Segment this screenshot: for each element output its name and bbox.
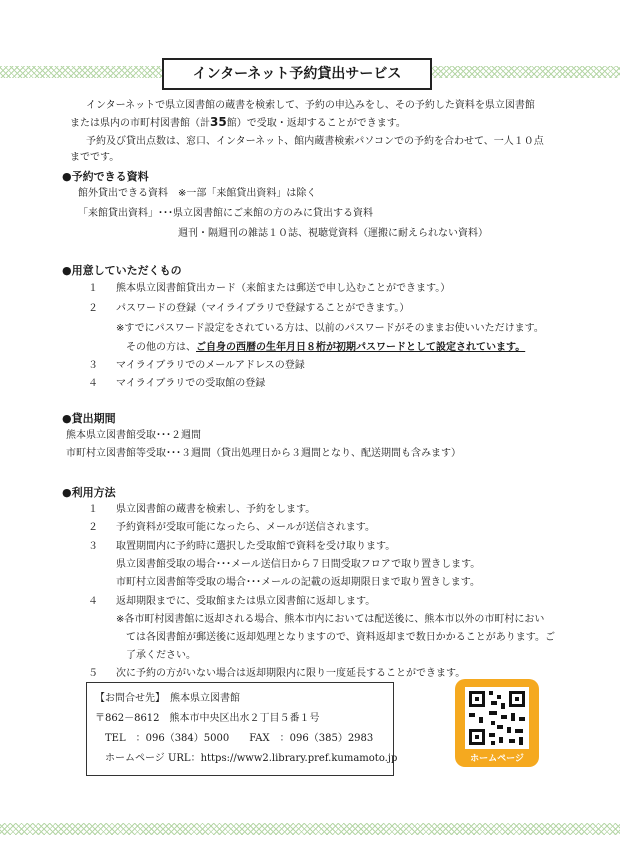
s4-item-4: 返却期限までに、受取館または県立図書館に返却します。 [116,596,376,607]
qr-code-icon [465,687,529,749]
qr-code-badge[interactable] [455,679,539,767]
intro-line-4: までです。 [70,152,120,163]
s4-num-2: ２ [88,522,98,533]
s1-line-1: 館外貸出できる資料 ※一部「来館貸出資料」は除く [78,188,317,199]
s2-item-2-note: ※すでにパスワード設定をされている方は、以前のパスワードがそのままお使いいただけます。 [116,323,544,334]
s4-item-5: 次に予約の方がいない場合は返却期限内に限り一度延長することができます。 [116,668,466,679]
intro-line-3: 予約及び貸出点数は、窓口、インターネット、館内蔵書検索パソコンでの予約を合わせて、一人１０点 [86,136,544,147]
contact-address: 〒862－8612 熊本市中央区出水２丁目５番１号 [95,713,320,724]
s4-item-4a: ※各市町村図書館に返却される場合、熊本市内においては配送後に、熊本市以外の市町村におい [116,614,545,625]
section-heading-reservable: ●予約できる資料 [62,170,149,183]
s4-num-3: ３ [88,541,98,552]
intro-line-2: または県内の市町村図書館（計35館）で受取・返却することができます。 [70,115,406,129]
s2-item-2: パスワードの登録（マイライブラリで登録することができます。） [116,303,410,314]
s2-item-2-password: その他の方は、ご自身の西暦の生年月日８桁が初期パスワードとして設定されています。 [126,342,526,353]
s4-item-4b: ては各図書館が郵送後に返却処理となりますので、資料返却まで数日かかることがあります。ご [126,632,555,643]
s4-num-1: １ [88,504,98,515]
s4-item-3b: 市町村立図書館等受取の場合･･･メールの記載の返却期限日まで取り置きします。 [116,577,480,588]
decorative-band-left [0,66,170,78]
s1-line-2: 「来館貸出資料」･･･県立図書館にご来館の方のみに貸出する資料 [78,208,373,219]
section-heading-period: ●貸出期間 [62,412,116,425]
qr-label: ホームページ [470,754,524,764]
s4-item-2: 予約資料が受取可能になったら、メールが送信されます。 [116,522,375,533]
s4-item-1: 県立図書館の蔵書を検索し、予約をします。 [116,504,316,515]
s4-num-4: ４ [88,596,98,607]
s4-item-3: 取置期間内に予約時に選択した受取館で資料を受け取ります。 [116,541,396,552]
decorative-band-bottom [0,823,620,835]
s1-line-3: 週刊・隔週刊の雑誌１０誌、視聴覚資料（運搬に耐えられない資料） [178,228,488,239]
s2-num-3: ３ [88,360,98,371]
section-heading-prepare: ●用意していただくもの [62,264,182,277]
s2-num-2: ２ [88,303,98,314]
contact-url[interactable]: ホームページ URL：https://www2.library.pref.kumamoto.jp [105,753,398,764]
contact-box [86,682,398,776]
s3-line-1: 熊本県立図書館受取･･･２週間 [66,430,201,441]
contact-title: 【お問合せ先】 熊本県立図書館 [95,693,240,704]
s2-num-4: ４ [88,378,98,389]
s2-item-3: マイライブラリでのメールアドレスの登録 [116,360,305,371]
s4-item-4c: 了承ください。 [126,650,196,661]
contact-phone: TEL ：096（384）5000 FAX ：096（385）2983 [105,733,374,744]
intro-line-1: インターネットで県立図書館の蔵書を検索して、予約の申込みをし、その予約した資料を県立図書館 [86,100,535,111]
s2-item-1: 熊本県立図書館貸出カード（来館または郵送で申し込むことができます。） [116,283,451,294]
s3-line-2: 市町村立図書館等受取･･･３週間（貸出処理日から３週間となり、配送期間も含みます） [66,448,461,459]
s4-item-3a: 県立図書館受取の場合･･･メール送信日から７日間受取フロアで取り置きします。 [116,559,481,570]
s2-num-1: １ [88,283,98,294]
s2-item-4: マイライブラリでの受取館の登録 [116,378,266,389]
page-title: インターネット予約貸出サービス [162,58,432,90]
section-heading-usage: ●利用方法 [62,486,116,499]
decorative-band-right [420,66,620,78]
s4-num-5: ５ [88,668,98,679]
